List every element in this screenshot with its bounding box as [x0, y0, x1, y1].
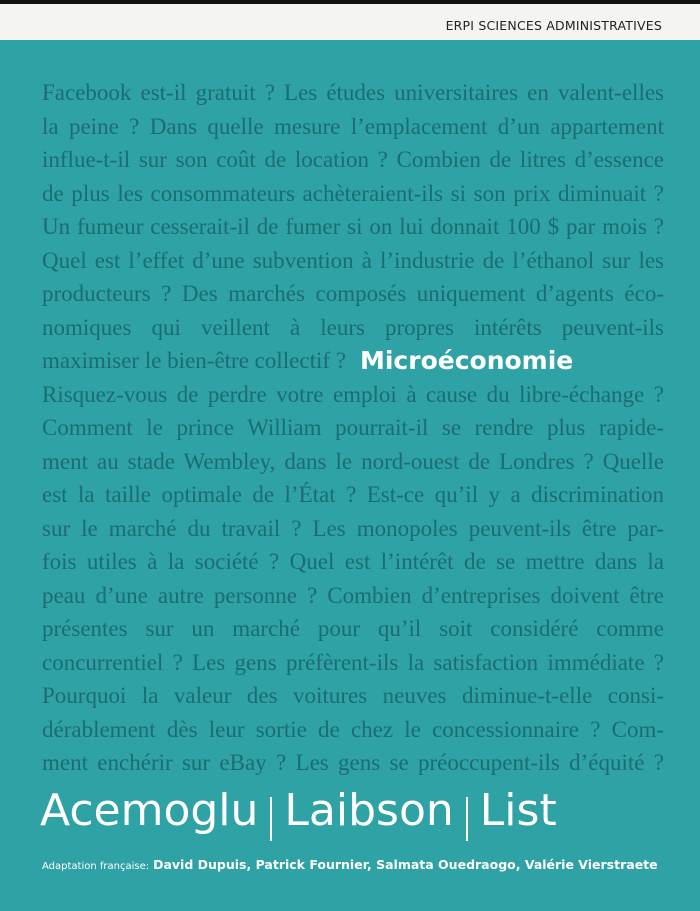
question-line [42, 713, 664, 747]
question-line [42, 411, 664, 445]
adaptation-label: Adaptation française: [42, 861, 150, 872]
book-title: Microéconomie [359, 346, 574, 375]
line-text: peau d’une autre personne ? Combien d’entreprises doivent être [42, 582, 664, 608]
question-line [42, 612, 664, 646]
line-text: sur le marché du travail ? Les monopoles peuvent-ils être par- [42, 515, 664, 541]
divider [270, 797, 272, 841]
line-text: est la taille optimale de l’État ? Est-ce qu’il y a discrimination [42, 482, 664, 507]
line-text: Un fumeur cesserait-il de fumer si on lui donnait 100 $ par mois ? [42, 214, 664, 239]
question-line [42, 512, 664, 546]
question-line [42, 545, 664, 579]
line-text: nomiques qui veillent à leurs propres intérêts peuvent-ils [42, 314, 664, 340]
question-line [42, 244, 664, 278]
question-line [42, 378, 664, 412]
line-text: présentes sur un marché pour qu’il soit considéré comme [42, 616, 664, 641]
line-text: influe-t-il sur son coût de location ? Combien de litres d’essence [42, 147, 664, 172]
divider [466, 797, 468, 841]
question-line [42, 143, 664, 177]
author-name: Acemoglu [40, 785, 259, 836]
author-name: Laibson [284, 785, 454, 836]
line-text: ment au stade Wembley, dans le nord-ouest de Londres ? Quelle [42, 448, 664, 474]
line-text: maximiser le bien-être collectif ? [42, 348, 346, 373]
line-text: fois utiles à la société ? Quel est l’intérêt de se mettre dans la [42, 549, 664, 574]
line-text: Quel est l’effet d’une subvention à l’industrie de l’éthanol sur les [42, 247, 664, 273]
question-line [42, 445, 664, 479]
question-line [42, 311, 664, 345]
question-line [42, 344, 664, 378]
question-line [42, 210, 664, 244]
author-name: List [479, 785, 557, 836]
line-text: concurrentiel ? Les gens préfèrent-ils la satisfaction immédiate ? [42, 649, 664, 675]
question-line [42, 110, 664, 144]
question-line [42, 746, 664, 780]
question-line [42, 646, 664, 680]
line-text: Comment le prince William pourrait-il se rendre plus rapide- [42, 415, 664, 440]
question-line [42, 76, 664, 110]
line-text: la peine ? Dans quelle mesure l’emplacement d’un appartement [42, 113, 664, 139]
line-text: dérablement dès leur sortie de chez le concessionnaire ? Com- [42, 716, 664, 742]
line-text: Facebook est-il gratuit ? Les études universitaires en valent-elles [42, 80, 664, 105]
questions-text [42, 76, 664, 780]
publisher-bar [0, 4, 700, 40]
publisher-name: ERPI SCIENCES ADMINISTRATIVES [445, 18, 662, 33]
question-line [42, 679, 664, 713]
line-text: de plus les consommateurs achèteraient-ils si son prix diminuait ? [42, 180, 664, 206]
question-line [42, 277, 664, 311]
question-line [42, 478, 664, 512]
authors [40, 785, 557, 836]
adaptation-credits [42, 857, 658, 872]
line-text: Pourquoi la valeur des voitures neuves diminue-t-elle consi- [42, 683, 664, 708]
adaptation-names: David Dupuis, Patrick Fournier, Salmata Ouedraogo, Valérie Vierstraete [153, 857, 658, 872]
line-text: Risquez-vous de perdre votre emploi à cause du libre-échange ? [42, 381, 664, 407]
line-text: producteurs ? Des marchés composés uniquement d’agents éco- [42, 281, 664, 306]
question-line [42, 579, 664, 613]
question-line [42, 177, 664, 211]
line-text: ment enchérir sur eBay ? Les gens se préoccupent-ils d’équité ? [42, 750, 664, 775]
